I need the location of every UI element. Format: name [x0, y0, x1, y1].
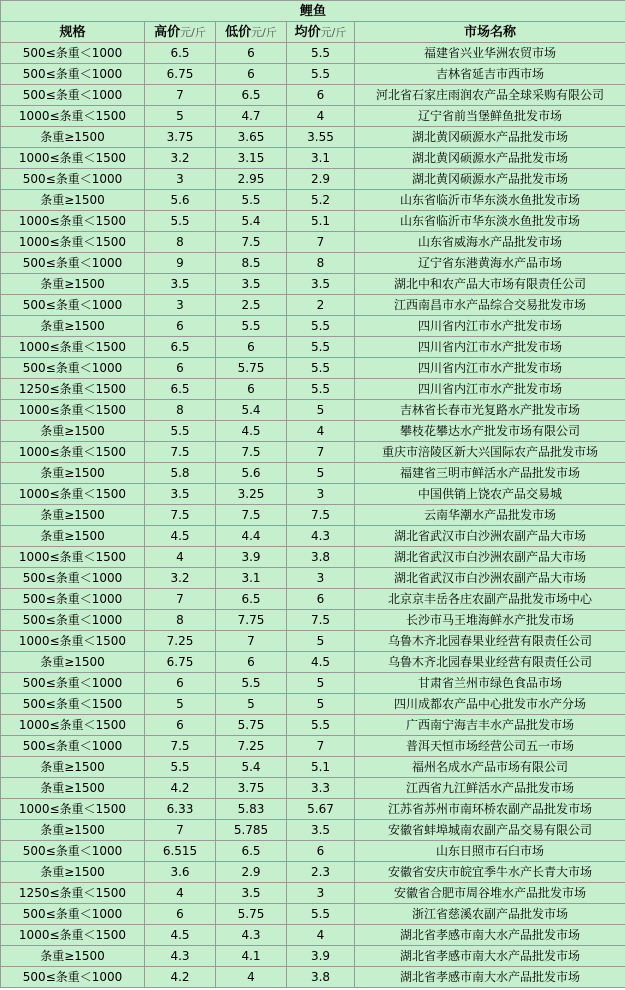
cell-high: 4 [145, 547, 216, 568]
cell-high: 4.5 [145, 925, 216, 946]
table-body [1, 43, 625, 988]
cell-avg: 3 [287, 484, 355, 505]
cell-high: 6 [145, 715, 216, 736]
header-avg-label: 均价 [294, 24, 321, 40]
header-avg-unit: 元/斤 [320, 25, 347, 39]
table-row [1, 736, 625, 757]
cell-low: 7.5 [216, 442, 287, 463]
cell-avg: 2.3 [287, 862, 355, 883]
cell-spec: 1000≤条重＜1500 [1, 232, 145, 253]
cell-avg: 5.2 [287, 190, 355, 211]
table-row [1, 295, 625, 316]
cell-spec: 1000≤条重＜1500 [1, 337, 145, 358]
cell-avg: 5.5 [287, 379, 355, 400]
cell-low: 6 [216, 652, 287, 673]
cell-low: 5.75 [216, 358, 287, 379]
cell-spec: 500≤条重＜1000 [1, 589, 145, 610]
table-title-row [1, 1, 625, 22]
cell-spec: 500≤条重＜1000 [1, 43, 145, 64]
cell-market: 乌鲁木齐北园春果业经营有限责任公司 [355, 652, 625, 673]
cell-high: 6.5 [145, 379, 216, 400]
cell-avg: 3.8 [287, 547, 355, 568]
cell-spec: 1000≤条重＜1500 [1, 925, 145, 946]
cell-avg: 4.5 [287, 652, 355, 673]
cell-market: 云南华潮水产品批发市场 [355, 505, 625, 526]
cell-avg: 5.5 [287, 358, 355, 379]
cell-spec: 1000≤条重＜1500 [1, 442, 145, 463]
cell-avg: 5.5 [287, 904, 355, 925]
cell-avg: 3.5 [287, 274, 355, 295]
table-row [1, 463, 625, 484]
cell-avg: 3.3 [287, 778, 355, 799]
table-row [1, 43, 625, 64]
cell-market: 福建省三明市鲜活水产品批发市场 [355, 463, 625, 484]
cell-high: 3.5 [145, 484, 216, 505]
cell-spec: 1250≤条重＜1500 [1, 883, 145, 904]
cell-spec: 条重≥1500 [1, 946, 145, 967]
cell-market: 普洱天恒市场经营公司五一市场 [355, 736, 625, 757]
table-row [1, 211, 625, 232]
cell-high: 5.5 [145, 421, 216, 442]
cell-low: 4.3 [216, 925, 287, 946]
cell-avg: 7.5 [287, 505, 355, 526]
cell-low: 5.5 [216, 673, 287, 694]
cell-avg: 5.5 [287, 715, 355, 736]
cell-high: 4.3 [145, 946, 216, 967]
cell-avg: 3.5 [287, 820, 355, 841]
cell-low: 6 [216, 379, 287, 400]
cell-market: 四川省内江市水产批发市场 [355, 337, 625, 358]
table-row [1, 946, 625, 967]
cell-market: 湖北黄冈硕源水产品批发市场 [355, 169, 625, 190]
cell-market: 四川省内江市水产批发市场 [355, 316, 625, 337]
cell-low: 3.65 [216, 127, 287, 148]
cell-low: 3.15 [216, 148, 287, 169]
cell-spec: 条重≥1500 [1, 820, 145, 841]
cell-spec: 500≤条重＜1000 [1, 673, 145, 694]
cell-market: 吉林省长春市光复路水产批发市场 [355, 400, 625, 421]
table-row [1, 841, 625, 862]
cell-market: 安徽省蚌埠城南农副产品交易有限公司 [355, 820, 625, 841]
cell-low: 4 [216, 967, 287, 988]
table-row [1, 127, 625, 148]
cell-high: 8 [145, 610, 216, 631]
cell-market: 吉林省延吉市西市场 [355, 64, 625, 85]
cell-spec: 500≤条重＜1000 [1, 841, 145, 862]
cell-high: 4.2 [145, 967, 216, 988]
cell-spec: 500≤条重＜1000 [1, 169, 145, 190]
cell-spec: 1000≤条重＜1500 [1, 106, 145, 127]
cell-low: 3.1 [216, 568, 287, 589]
cell-market: 安徽省安庆市皖宜季牛水产长青大市场 [355, 862, 625, 883]
table-title: 鲤鱼 [1, 1, 625, 22]
cell-market: 乌鲁木齐北园春果业经营有限责任公司 [355, 631, 625, 652]
cell-high: 5 [145, 694, 216, 715]
cell-high: 7 [145, 589, 216, 610]
table-row [1, 715, 625, 736]
cell-avg: 3.9 [287, 946, 355, 967]
cell-high: 6.5 [145, 337, 216, 358]
table-row [1, 610, 625, 631]
cell-low: 4.1 [216, 946, 287, 967]
cell-avg: 5.5 [287, 43, 355, 64]
cell-avg: 5.5 [287, 64, 355, 85]
cell-spec: 1000≤条重＜1500 [1, 715, 145, 736]
cell-low: 5.4 [216, 757, 287, 778]
cell-low: 7.25 [216, 736, 287, 757]
table-row [1, 547, 625, 568]
table-row [1, 505, 625, 526]
cell-low: 6.5 [216, 841, 287, 862]
cell-low: 3.9 [216, 547, 287, 568]
cell-market: 湖北省武汉市白沙洲农副产品大市场 [355, 568, 625, 589]
cell-low: 5.785 [216, 820, 287, 841]
cell-spec: 500≤条重＜1000 [1, 967, 145, 988]
cell-spec: 500≤条重＜1000 [1, 904, 145, 925]
cell-spec: 条重≥1500 [1, 778, 145, 799]
cell-spec: 500≤条重＜1000 [1, 85, 145, 106]
cell-avg: 5 [287, 463, 355, 484]
cell-high: 5.8 [145, 463, 216, 484]
cell-low: 3.5 [216, 274, 287, 295]
cell-market: 福建省兴业华洲农贸市场 [355, 43, 625, 64]
cell-avg: 5 [287, 400, 355, 421]
cell-high: 6.75 [145, 652, 216, 673]
table-row [1, 400, 625, 421]
cell-spec: 条重≥1500 [1, 190, 145, 211]
cell-spec: 500≤条重＜1000 [1, 358, 145, 379]
cell-high: 4.2 [145, 778, 216, 799]
cell-market: 湖北黄冈硕源水产品批发市场 [355, 127, 625, 148]
cell-spec: 条重≥1500 [1, 421, 145, 442]
table-row [1, 190, 625, 211]
cell-market: 四川省内江市水产批发市场 [355, 358, 625, 379]
table-row [1, 337, 625, 358]
cell-avg: 5.67 [287, 799, 355, 820]
cell-high: 3.75 [145, 127, 216, 148]
cell-market: 山东日照市石臼市场 [355, 841, 625, 862]
cell-market: 山东省临沂市华东淡水鱼批发市场 [355, 211, 625, 232]
cell-low: 7.5 [216, 505, 287, 526]
cell-market: 长沙市马王堆海鲜水产批发市场 [355, 610, 625, 631]
cell-spec: 500≤条重＜1000 [1, 64, 145, 85]
cell-market: 辽宁省前当堡鲜鱼批发市场 [355, 106, 625, 127]
table-row [1, 316, 625, 337]
cell-avg: 8 [287, 253, 355, 274]
cell-low: 6.5 [216, 85, 287, 106]
cell-avg: 3 [287, 883, 355, 904]
cell-market: 四川成都农产品中心批发市水产分场 [355, 694, 625, 715]
table-row [1, 253, 625, 274]
cell-high: 3.2 [145, 568, 216, 589]
cell-high: 3.2 [145, 148, 216, 169]
cell-market: 浙江省慈溪农副产品批发市场 [355, 904, 625, 925]
cell-low: 5.83 [216, 799, 287, 820]
cell-market: 湖北省孝感市南大水产品批发市场 [355, 946, 625, 967]
table-row [1, 799, 625, 820]
cell-low: 2.95 [216, 169, 287, 190]
cell-low: 5.6 [216, 463, 287, 484]
header-high-unit: 元/斤 [180, 25, 206, 39]
cell-avg: 6 [287, 841, 355, 862]
table-row [1, 526, 625, 547]
cell-spec: 1000≤条重＜1500 [1, 547, 145, 568]
cell-avg: 5 [287, 694, 355, 715]
cell-low: 2.5 [216, 295, 287, 316]
table-row [1, 904, 625, 925]
cell-high: 6.33 [145, 799, 216, 820]
cell-high: 6 [145, 673, 216, 694]
header-low [216, 22, 287, 43]
cell-spec: 500≤条重＜1000 [1, 568, 145, 589]
table-row [1, 274, 625, 295]
cell-market: 重庆市涪陵区新大兴国际农产品批发市场 [355, 442, 625, 463]
header-market: 市场名称 [355, 22, 625, 43]
cell-spec: 1000≤条重＜1500 [1, 484, 145, 505]
cell-high: 6.5 [145, 43, 216, 64]
cell-avg: 5 [287, 631, 355, 652]
cell-low: 4.4 [216, 526, 287, 547]
cell-market: 湖北省孝感市南大水产品批发市场 [355, 967, 625, 988]
cell-spec: 500≤条重＜1000 [1, 736, 145, 757]
cell-low: 5.75 [216, 715, 287, 736]
cell-avg: 6 [287, 589, 355, 610]
cell-market: 湖北省武汉市白沙洲农副产品大市场 [355, 547, 625, 568]
cell-spec: 条重≥1500 [1, 757, 145, 778]
cell-low: 6 [216, 64, 287, 85]
cell-high: 6.75 [145, 64, 216, 85]
cell-market: 安徽省合肥市周谷堆水产品批发市场 [355, 883, 625, 904]
cell-high: 5 [145, 106, 216, 127]
cell-market: 福州名成水产品市场有限公司 [355, 757, 625, 778]
cell-avg: 5.1 [287, 211, 355, 232]
cell-market: 广西南宁海吉丰水产品批发市场 [355, 715, 625, 736]
cell-low: 6 [216, 337, 287, 358]
cell-low: 3.75 [216, 778, 287, 799]
header-spec: 规格 [1, 22, 145, 43]
cell-high: 8 [145, 232, 216, 253]
cell-spec: 1250≤条重＜1500 [1, 379, 145, 400]
cell-market: 江苏省苏州市南环桥农副产品批发市场 [355, 799, 625, 820]
cell-high: 7 [145, 820, 216, 841]
cell-spec: 条重≥1500 [1, 862, 145, 883]
cell-spec: 条重≥1500 [1, 127, 145, 148]
table-header-row [1, 22, 625, 43]
cell-avg: 3.1 [287, 148, 355, 169]
cell-low: 5 [216, 694, 287, 715]
cell-low: 8.5 [216, 253, 287, 274]
cell-spec: 500≤条重＜1000 [1, 295, 145, 316]
table-row [1, 358, 625, 379]
cell-low: 5.4 [216, 211, 287, 232]
cell-high: 7.5 [145, 505, 216, 526]
cell-avg: 2 [287, 295, 355, 316]
cell-low: 5.4 [216, 400, 287, 421]
cell-avg: 7.5 [287, 610, 355, 631]
cell-avg: 5.1 [287, 757, 355, 778]
table-row [1, 232, 625, 253]
cell-avg: 2.9 [287, 169, 355, 190]
cell-high: 6 [145, 316, 216, 337]
cell-low: 7.75 [216, 610, 287, 631]
cell-high: 3.6 [145, 862, 216, 883]
cell-low: 4.7 [216, 106, 287, 127]
cell-spec: 1000≤条重＜1500 [1, 400, 145, 421]
cell-high: 7.5 [145, 736, 216, 757]
table-row [1, 106, 625, 127]
cell-avg: 3 [287, 568, 355, 589]
cell-high: 7.5 [145, 442, 216, 463]
cell-market: 甘肃省兰州市绿色食品市场 [355, 673, 625, 694]
cell-market: 北京京丰岳各庄农副产品批发市场中心 [355, 589, 625, 610]
cell-spec: 500≤条重＜1500 [1, 694, 145, 715]
cell-avg: 6 [287, 85, 355, 106]
cell-avg: 4 [287, 421, 355, 442]
table-row [1, 652, 625, 673]
header-high [145, 22, 216, 43]
cell-market: 湖北黄冈硕源水产品批发市场 [355, 148, 625, 169]
table-row [1, 862, 625, 883]
cell-low: 4.5 [216, 421, 287, 442]
cell-spec: 1000≤条重＜1500 [1, 631, 145, 652]
cell-low: 2.9 [216, 862, 287, 883]
cell-high: 3.5 [145, 274, 216, 295]
cell-spec: 500≤条重＜1000 [1, 610, 145, 631]
cell-spec: 条重≥1500 [1, 505, 145, 526]
table-row [1, 421, 625, 442]
cell-avg: 5.5 [287, 337, 355, 358]
cell-low: 5.5 [216, 190, 287, 211]
cell-low: 7 [216, 631, 287, 652]
cell-high: 8 [145, 400, 216, 421]
cell-spec: 条重≥1500 [1, 274, 145, 295]
table-row [1, 778, 625, 799]
table-row [1, 631, 625, 652]
cell-market: 江西南昌市水产品综合交易批发市场 [355, 295, 625, 316]
cell-market: 山东省威海水产品批发市场 [355, 232, 625, 253]
cell-market: 辽宁省东港黄海水产品市场 [355, 253, 625, 274]
header-low-label: 低价 [225, 24, 252, 40]
table-row [1, 442, 625, 463]
cell-high: 5.6 [145, 190, 216, 211]
cell-avg: 5.5 [287, 316, 355, 337]
table-row [1, 820, 625, 841]
cell-market: 河北省石家庄雨润农产品全球采购有限公司 [355, 85, 625, 106]
header-low-unit: 元/斤 [251, 25, 277, 39]
table-row [1, 589, 625, 610]
cell-market: 湖北省武汉市白沙洲农副产品大市场 [355, 526, 625, 547]
table-row [1, 148, 625, 169]
cell-avg: 3.55 [287, 127, 355, 148]
cell-high: 6.515 [145, 841, 216, 862]
table-row [1, 568, 625, 589]
header-avg [287, 22, 355, 43]
cell-low: 6.5 [216, 589, 287, 610]
cell-spec: 条重≥1500 [1, 652, 145, 673]
cell-high: 6 [145, 358, 216, 379]
cell-avg: 4.3 [287, 526, 355, 547]
cell-high: 7 [145, 85, 216, 106]
cell-avg: 7 [287, 232, 355, 253]
cell-market: 湖北省孝感市南大水产品批发市场 [355, 925, 625, 946]
cell-spec: 500≤条重＜1000 [1, 253, 145, 274]
cell-high: 5.5 [145, 757, 216, 778]
cell-spec: 1000≤条重＜1500 [1, 211, 145, 232]
cell-high: 6 [145, 904, 216, 925]
cell-high: 4 [145, 883, 216, 904]
header-high-label: 高价 [154, 24, 181, 40]
cell-spec: 条重≥1500 [1, 316, 145, 337]
cell-market: 江西省九江鲜活水产品批发市场 [355, 778, 625, 799]
table-row [1, 484, 625, 505]
cell-spec: 1000≤条重＜1500 [1, 148, 145, 169]
cell-spec: 1000≤条重＜1500 [1, 799, 145, 820]
cell-market: 湖北中和农产品大市场有限责任公司 [355, 274, 625, 295]
cell-low: 7.5 [216, 232, 287, 253]
table-row [1, 64, 625, 85]
cell-low: 6 [216, 43, 287, 64]
table-row [1, 379, 625, 400]
table-row [1, 694, 625, 715]
table-row [1, 673, 625, 694]
cell-high: 4.5 [145, 526, 216, 547]
cell-high: 3 [145, 169, 216, 190]
cell-low: 5.5 [216, 316, 287, 337]
cell-low: 5.75 [216, 904, 287, 925]
cell-high: 9 [145, 253, 216, 274]
cell-spec: 条重≥1500 [1, 463, 145, 484]
cell-avg: 5 [287, 673, 355, 694]
cell-market: 攀枝花攀达水产批发市场有限公司 [355, 421, 625, 442]
cell-avg: 7 [287, 442, 355, 463]
cell-avg: 3.8 [287, 967, 355, 988]
cell-high: 3 [145, 295, 216, 316]
cell-high: 5.5 [145, 211, 216, 232]
table-row [1, 757, 625, 778]
cell-avg: 4 [287, 925, 355, 946]
cell-low: 3.25 [216, 484, 287, 505]
table-row [1, 925, 625, 946]
cell-low: 3.5 [216, 883, 287, 904]
table-row [1, 169, 625, 190]
cell-avg: 4 [287, 106, 355, 127]
cell-avg: 7 [287, 736, 355, 757]
cell-spec: 条重≥1500 [1, 526, 145, 547]
cell-market: 四川省内江市水产批发市场 [355, 379, 625, 400]
table-row [1, 883, 625, 904]
cell-market: 中国供销上饶农产品交易城 [355, 484, 625, 505]
table-row [1, 85, 625, 106]
cell-high: 7.25 [145, 631, 216, 652]
cell-market: 山东省临沂市华东淡水鱼批发市场 [355, 190, 625, 211]
table-row [1, 967, 625, 988]
